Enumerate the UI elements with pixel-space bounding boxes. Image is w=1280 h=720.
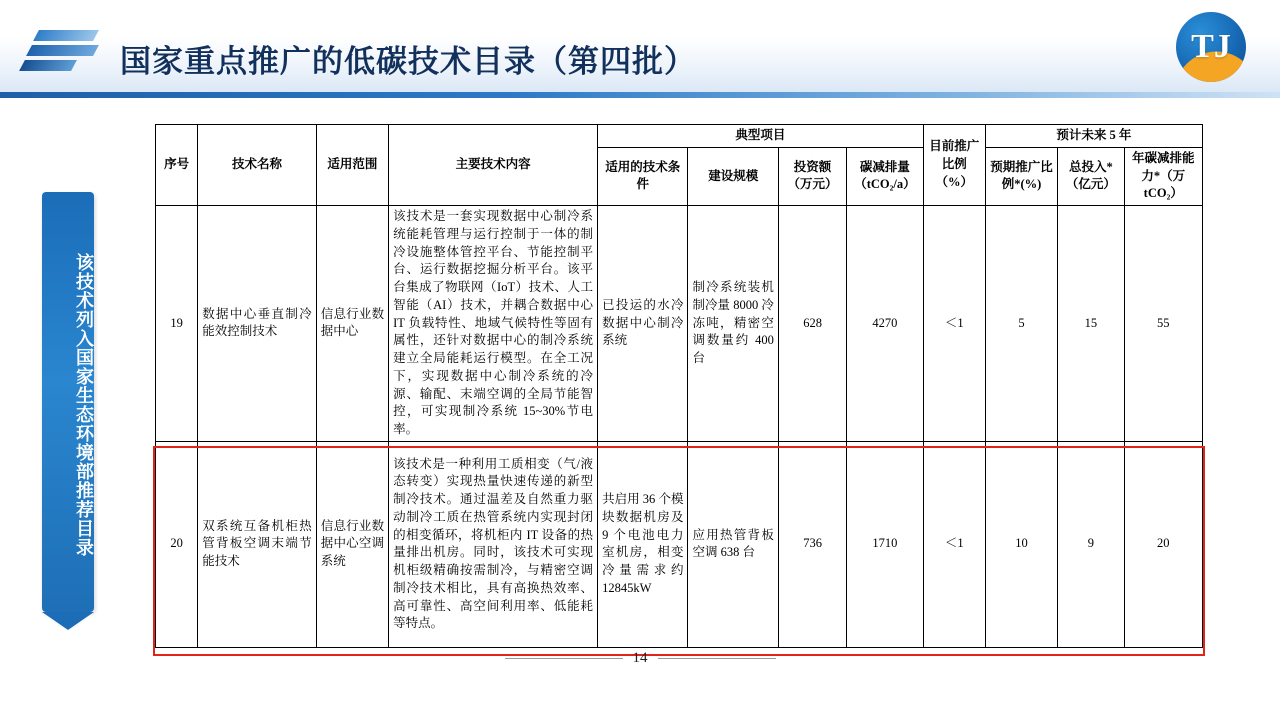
header-build-scale: 建设规模 bbox=[688, 147, 778, 205]
logo-monogram: TJ bbox=[1191, 28, 1231, 65]
technology-catalog-table bbox=[155, 124, 1203, 648]
header-expected-ratio: 预期推广比例*(%) bbox=[985, 147, 1057, 205]
cell-tech-name: 数据中心垂直制冷能效控制技术 bbox=[198, 206, 317, 442]
organization-logo-icon bbox=[1176, 12, 1246, 82]
header-annual-capacity: 年碳减排能力*（万 tCO₂） bbox=[1124, 147, 1202, 205]
header-typical-project: 典型项目 bbox=[598, 125, 924, 148]
cell-total-input: 15 bbox=[1058, 206, 1124, 442]
header-scope: 适用范围 bbox=[316, 125, 388, 206]
header-seq: 序号 bbox=[156, 125, 198, 206]
side-banner-label: 该技术列入国家生态环境部推荐目录 bbox=[74, 253, 94, 557]
side-banner bbox=[42, 192, 94, 612]
page-footer bbox=[0, 650, 1280, 667]
cell-seq: 19 bbox=[156, 206, 198, 442]
cell-expected-ratio: 10 bbox=[985, 441, 1057, 647]
header-future-5y: 预计未来 5 年 bbox=[985, 125, 1202, 148]
header-main-content: 主要技术内容 bbox=[389, 125, 598, 206]
cell-applicable-conditions: 已投运的水冷数据中心制冷系统 bbox=[598, 206, 688, 442]
cell-annual-capacity: 55 bbox=[1124, 206, 1202, 442]
table-header-row-top bbox=[156, 125, 1203, 148]
cell-emission-reduction: 4270 bbox=[847, 206, 923, 442]
cell-applicable-conditions: 共启用 36 个模块数据机房及 9 个电池电力室机房，相变冷量需求约 12845kW bbox=[598, 441, 688, 647]
cell-build-scale: 应用热管背板空调 638 台 bbox=[688, 441, 778, 647]
cell-expected-ratio: 5 bbox=[985, 206, 1057, 442]
cell-build-scale: 制冷系统装机制冷量 8000 冷冻吨，精密空调数量约 400 台 bbox=[688, 206, 778, 442]
cell-main-content: 该技术是一种利用工质相变（气/液态转变）实现热量快速传递的新型制冷技术。通过温差及自然重力驱动制冷工质在热管系统内实现封闭的相变循环，将机柜内 IT 设备的热量排出机房。同时，该技术可实现机柜级精确按需制冷，与精密空调制冷技术相比，具有高换热效率、高可靠性、高空间利用率、低能耗等特点。 bbox=[389, 441, 598, 647]
header-underline bbox=[0, 92, 1280, 98]
table-row bbox=[156, 206, 1203, 442]
cell-seq: 20 bbox=[156, 441, 198, 647]
page-number: 14 bbox=[632, 650, 648, 667]
page-title: 国家重点推广的低碳技术目录（第四批） bbox=[120, 44, 696, 79]
cell-current-promotion: ＜1 bbox=[923, 206, 985, 442]
cell-total-input: 9 bbox=[1058, 441, 1124, 647]
cell-current-promotion: ＜1 bbox=[923, 441, 985, 647]
header-applicable-conditions: 适用的技术条件 bbox=[598, 147, 688, 205]
table-row-highlighted bbox=[156, 441, 1203, 647]
arrow-decoration-icon bbox=[22, 30, 102, 74]
header-current-promotion: 目前推广比例（%） bbox=[923, 125, 985, 206]
header-investment: 投资额（万元） bbox=[778, 147, 846, 205]
cell-emission-reduction: 1710 bbox=[847, 441, 923, 647]
cell-tech-name: 双系统互备机柜热管背板空调末端节能技术 bbox=[198, 441, 317, 647]
footer-rule-left bbox=[505, 658, 623, 659]
cell-scope: 信息行业数据中心空调系统 bbox=[316, 441, 388, 647]
header-emission-reduction: 碳减排量（tCO₂/a） bbox=[847, 147, 923, 205]
header-tech-name: 技术名称 bbox=[198, 125, 317, 206]
footer-rule-right bbox=[658, 658, 776, 659]
page-header bbox=[0, 0, 1280, 98]
cell-main-content: 该技术是一套实现数据中心制冷系统能耗管理与运行控制于一体的制冷设施整体管控平台、节能控制平台、运行数据挖掘分析平台。该平台集成了物联网（IoT）技术、人工智能（AI）技术，并耦合数据中心 IT 负载特性、地域气候特性等固有属性，还针对数据中心的制冷系统建立全局能耗运行模型。在全工况下，实现数据中心制冷系统的冷源、输配、末端空调的全局节能智控，可实现制冷系统 15~30%节电率。 bbox=[389, 206, 598, 442]
side-banner-tail bbox=[42, 612, 94, 630]
cell-annual-capacity: 20 bbox=[1124, 441, 1202, 647]
header-total-input: 总投入*（亿元） bbox=[1058, 147, 1124, 205]
cell-scope: 信息行业数据中心 bbox=[316, 206, 388, 442]
cell-investment: 736 bbox=[778, 441, 846, 647]
cell-investment: 628 bbox=[778, 206, 846, 442]
